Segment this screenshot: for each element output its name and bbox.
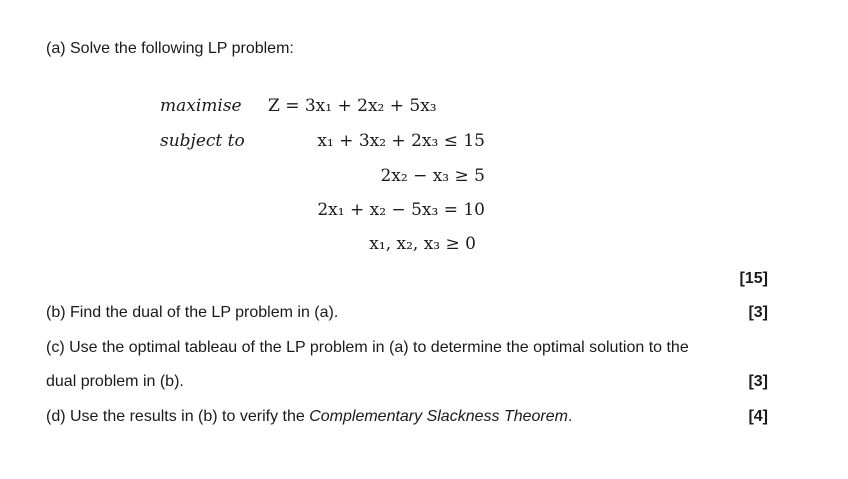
part-a-intro: (a) Solve the following LP problem: <box>46 40 294 57</box>
part-b-text: (b) Find the dual of the LP problem in (a). <box>46 304 339 321</box>
part-a-marks: [15] <box>739 270 768 287</box>
constraint-1: x₁ + 3x₂ + 2x₃ ≤ 15 <box>317 131 485 151</box>
non-negativity-constraint: x₁, x₂, x₃ ≥ 0 <box>369 234 476 254</box>
part-c-text-line2: dual problem in (b). <box>46 373 184 390</box>
part-d-marks: [4] <box>748 408 768 425</box>
part-d-text-prefix: (d) Use the results in (b) to verify the <box>46 408 310 425</box>
part-d-text <box>46 408 572 426</box>
constraint-keyword: subject to <box>160 131 245 151</box>
constraint-3: 2x₁ + x₂ − 5x₃ = 10 <box>317 200 485 220</box>
constraint-2: 2x₂ − x₃ ≥ 5 <box>380 166 485 186</box>
part-d-text-suffix: . <box>567 408 573 425</box>
part-c-text-line1: (c) Use the optimal tableau of the LP problem in (a) to determine the optimal solution to the <box>46 339 689 356</box>
part-b-marks: [3] <box>748 304 768 321</box>
objective-keyword: maximise <box>160 96 242 116</box>
part-c-marks: [3] <box>748 373 768 390</box>
part-d-theorem-name: Complementary Slackness Theorem <box>309 408 568 425</box>
objective-function: Z = 3x₁ + 2x₂ + 5x₃ <box>268 96 437 116</box>
